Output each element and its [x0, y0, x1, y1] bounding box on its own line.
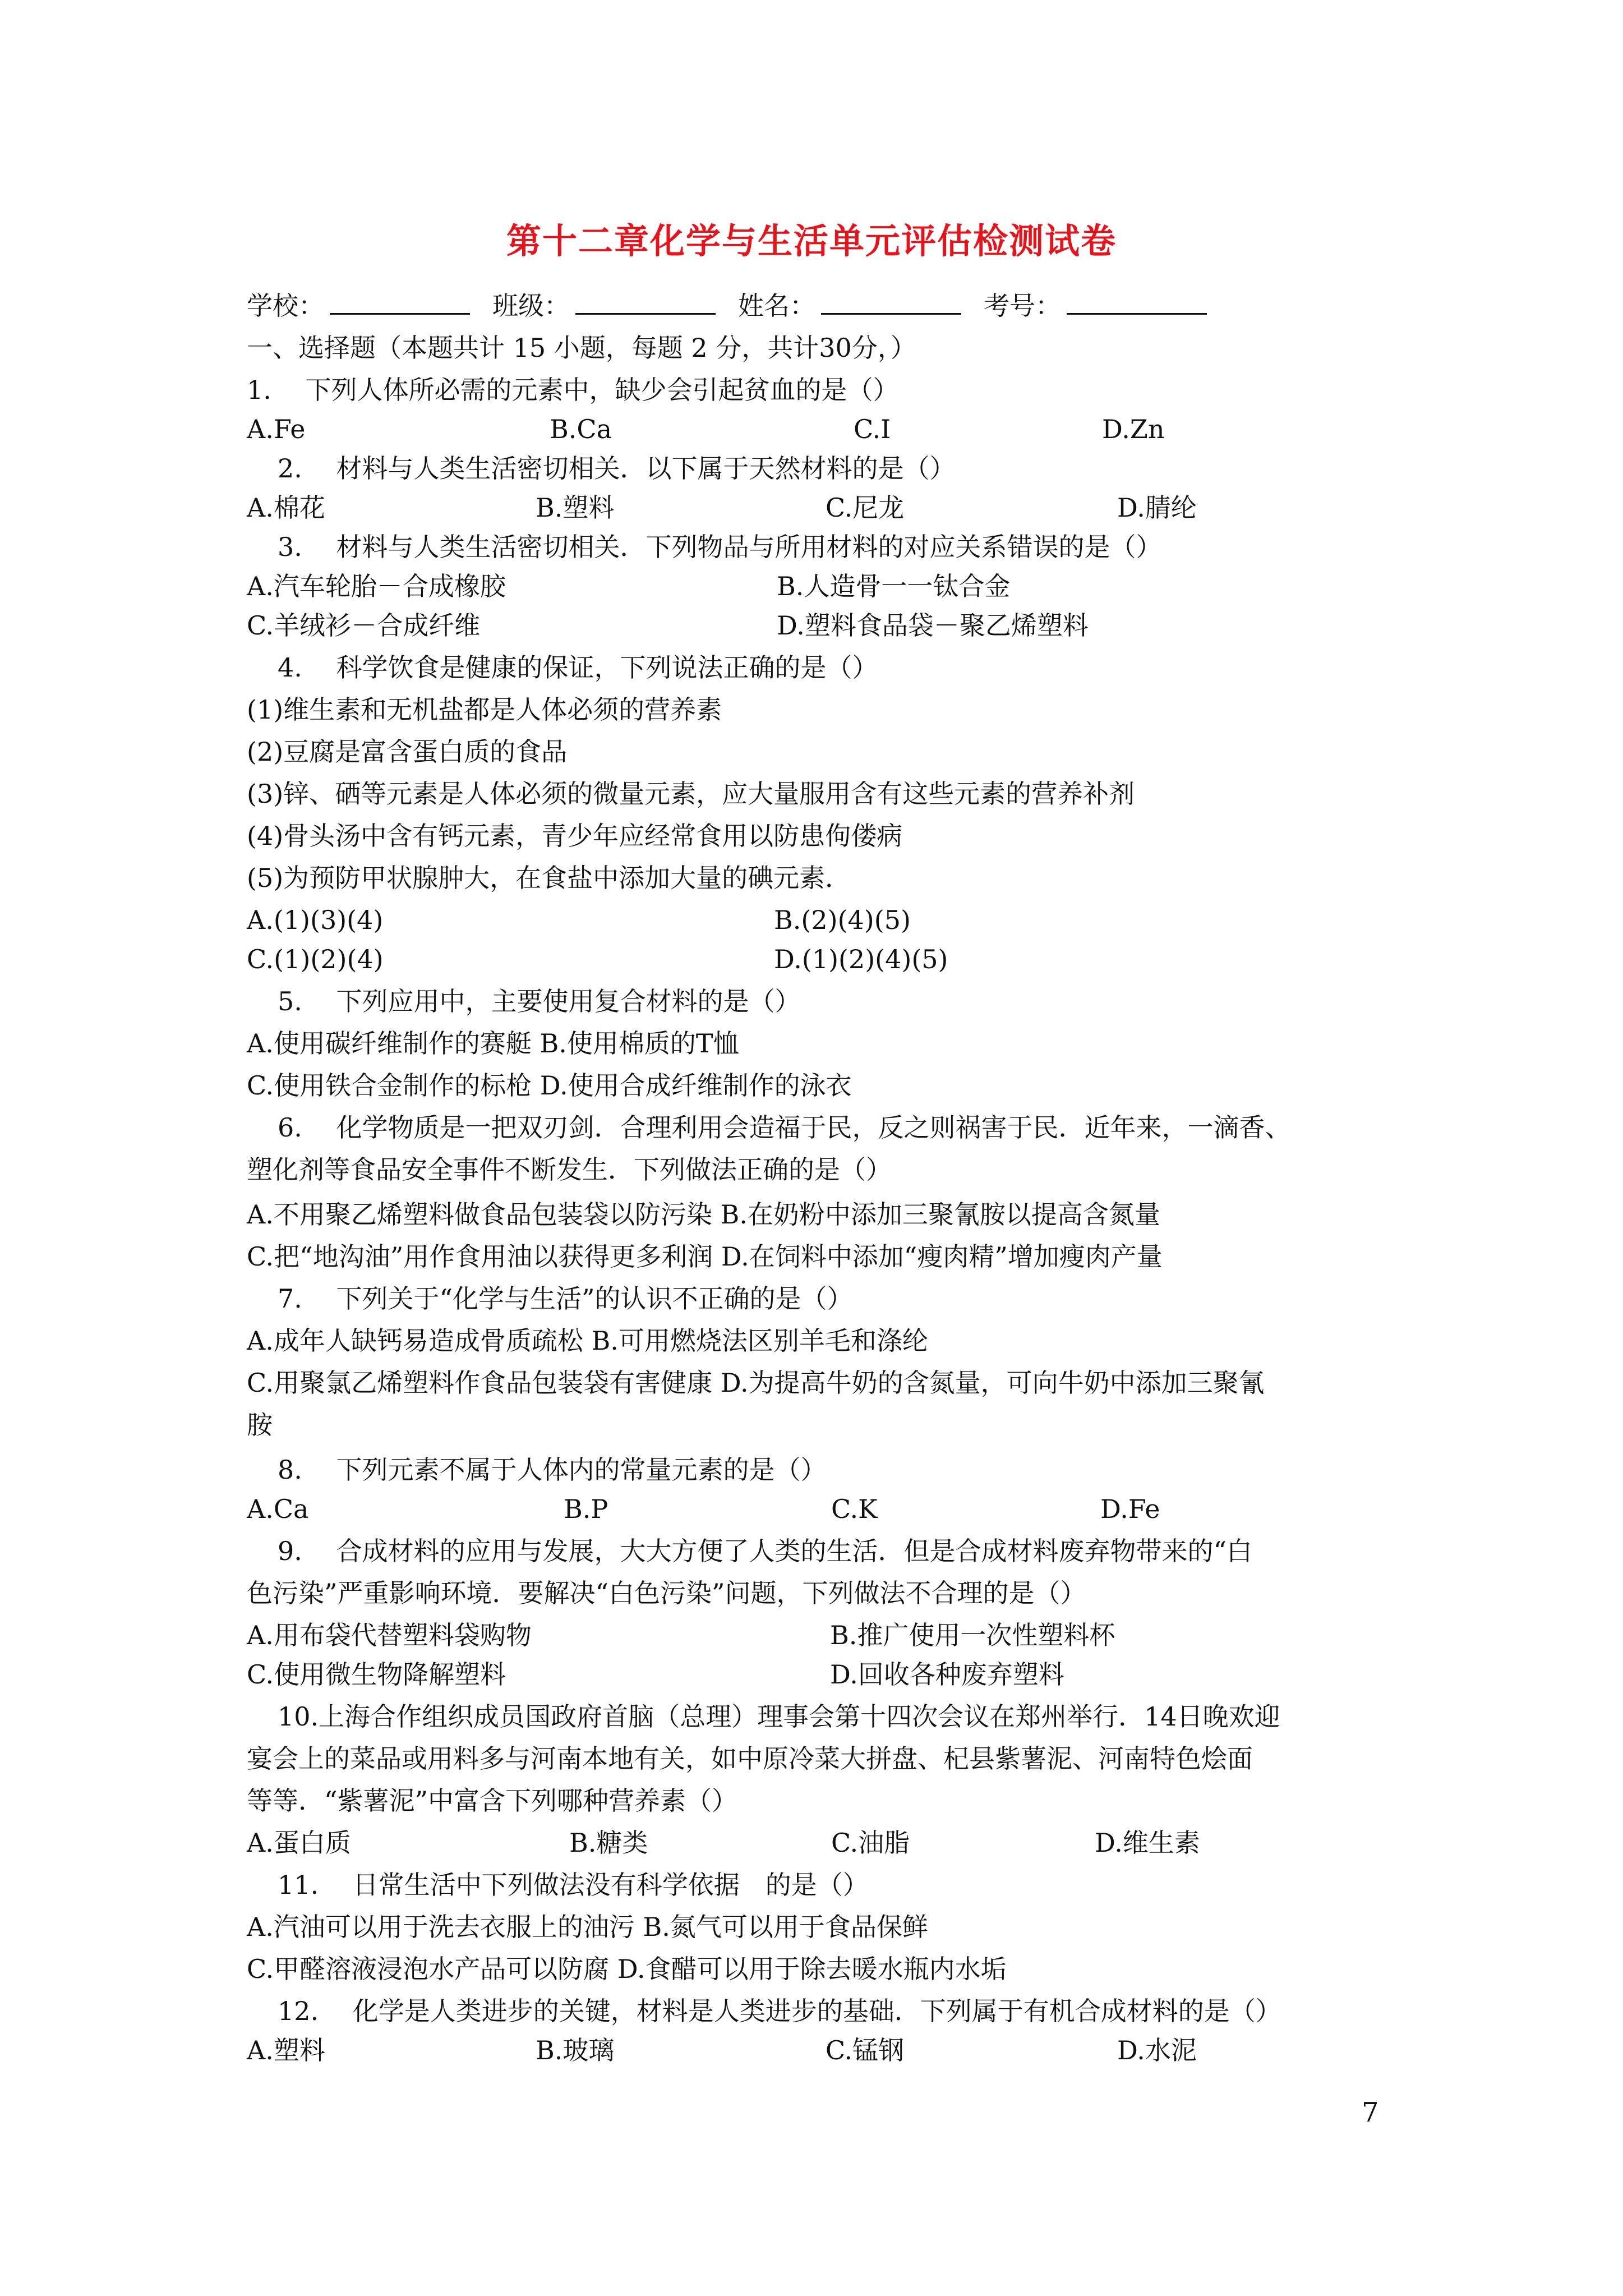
option-c: C.使用微生物降解塑料 [247, 1659, 506, 1690]
name-blank[interactable] [821, 291, 961, 315]
question-5-stem: 5. 下列应用中，主要使用复合材料的是（） [278, 986, 801, 1016]
option-a: A.Fe [247, 414, 306, 444]
option-d: D.塑料食品袋－聚乙烯塑料 [777, 610, 1089, 641]
question-3-stem: 3. 材料与人类生活密切相关．下列物品与所用材料的对应关系错误的是（） [278, 532, 1162, 562]
option-a: A.Ca [247, 1494, 309, 1524]
question-10-stem-line-1: 10.上海合作组织成员国政府首脑（总理）理事会第十四次会议在郑州举行．14日晚欢迎 [278, 1701, 1280, 1732]
question-6-options-cd: C.把“地沟油”用作食用油以获得更多利润 D.在饲料中添加“瘦肉精”增加瘦肉产量 [247, 1241, 1163, 1272]
question-5-options-cd: C.使用铁合金制作的标枪 D.使用合成纤维制作的泳衣 [247, 1070, 852, 1101]
question-1-stem: 1. 下列人体所必需的元素中，缺少会引起贫血的是（） [247, 375, 899, 405]
school-blank[interactable] [330, 291, 470, 315]
question-12-stem: 12. 化学是人类进步的关键，材料是人类进步的基础．下列属于有机合成材料的是（） [278, 1996, 1281, 2026]
option-c: C.尼龙 [826, 493, 905, 523]
question-4-item-4: (4)骨头汤中含有钙元素，青少年应经常食用以防患佝偻病 [247, 821, 903, 851]
question-5-options-ab: A.使用碳纤维制作的赛艇 B.使用棉质的T恤 [247, 1028, 739, 1059]
class-label: 班级： [492, 291, 570, 321]
option-a: A.蛋白质 [247, 1828, 351, 1858]
option-c: C.(1)(2)(4) [247, 944, 384, 974]
option-c: C.K [831, 1494, 878, 1524]
question-4-item-3: (3)锌、硒等元素是人体必须的微量元素，应大量服用含有这些元素的营养补剂 [247, 779, 1135, 809]
question-11-options-cd: C.甲醛溶液浸泡水产品可以防腐 D.食醋可以用于除去暖水瓶内水垢 [247, 1954, 1007, 1984]
question-7-options-cd-line-2: 胺 [247, 1410, 273, 1440]
question-4-item-5: (5)为预防甲状腺肿大，在食盐中添加大量的碘元素． [247, 863, 851, 893]
option-c: C.羊绒衫－合成纤维 [247, 610, 481, 641]
option-d: D.Fe [1100, 1494, 1160, 1524]
question-6-stem-line-1: 6. 化学物质是一把双刃剑．合理利用会造福于民，反之则祸害于民．近年来，一滴香、 [278, 1112, 1291, 1143]
question-4-item-2: (2)豆腐是富含蛋白质的食品 [247, 737, 568, 767]
question-6-stem-line-2: 塑化剂等食品安全事件不断发生．下列做法正确的是（） [247, 1154, 892, 1185]
question-11-options-ab: A.汽油可以用于洗去衣服上的油污 B.氮气可以用于食品保鲜 [247, 1912, 928, 1942]
option-d: D.Zn [1102, 414, 1165, 444]
class-blank[interactable] [575, 291, 716, 315]
option-b: B.(2)(4)(5) [774, 905, 911, 935]
option-d: D.(1)(2)(4)(5) [774, 944, 948, 974]
section-heading: 一、选择题（本题共计 15 小题，每题 2 分，共计30分，） [247, 333, 916, 363]
option-b: B.玻璃 [536, 2035, 615, 2065]
option-a: A.用布袋代替塑料袋购物 [247, 1620, 532, 1650]
number-blank[interactable] [1067, 291, 1207, 315]
question-6-options-ab: A.不用聚乙烯塑料做食品包装袋以防污染 B.在奶粉中添加三聚氰胺以提高含氮量 [247, 1199, 1160, 1230]
option-d: D.腈纶 [1117, 493, 1197, 523]
question-7-options-ab: A.成年人缺钙易造成骨质疏松 B.可用燃烧法区别羊毛和涤纶 [247, 1326, 928, 1356]
option-b: B.Ca [550, 414, 612, 444]
option-b: B.人造骨一一钛合金 [777, 571, 1011, 601]
option-a: A.棉花 [247, 493, 325, 523]
number-label: 考号： [984, 291, 1061, 321]
option-d: D.水泥 [1117, 2035, 1197, 2065]
question-7-stem: 7. 下列关于“化学与生活”的认识不正确的是（） [278, 1283, 853, 1314]
question-7-options-cd-line-1: C.用聚氯乙烯塑料作食品包装袋有害健康 D.为提高牛奶的含氮量，可向牛奶中添加三聚氰 [247, 1368, 1265, 1398]
option-a: A.汽车轮胎－合成橡胶 [247, 571, 506, 601]
question-9-stem-line-1: 9. 合成材料的应用与发展，大大方便了人类的生活．但是合成材料废弃物带来的“白 [278, 1536, 1253, 1566]
option-b: B.糖类 [569, 1828, 648, 1858]
option-d: D.维生素 [1095, 1828, 1200, 1858]
option-d: D.回收各种废弃塑料 [830, 1659, 1064, 1690]
question-8-stem: 8. 下列元素不属于人体内的常量元素的是（） [278, 1455, 827, 1485]
option-a: A.(1)(3)(4) [247, 905, 384, 935]
question-11-stem: 11. 日常生活中下列做法没有科学依据 的是（） [278, 1870, 869, 1900]
option-c: C.I [854, 414, 891, 444]
question-9-stem-line-2: 色污染”严重影响环境．要解决“白色污染”问题，下列做法不合理的是（） [247, 1578, 1086, 1608]
question-10-stem-line-2: 宴会上的菜品或用料多与河南本地有关，如中原冷菜大拼盘、杞县紫薯泥、河南特色烩面 [247, 1743, 1253, 1774]
question-10-stem-line-3: 等等．“紫薯泥”中富含下列哪种营养素（） [247, 1786, 738, 1816]
name-label: 姓名： [738, 291, 815, 321]
option-a: A.塑料 [247, 2035, 325, 2065]
school-label: 学校： [247, 291, 324, 321]
page-number: 7 [1362, 2097, 1379, 2128]
option-c: C.锰钢 [826, 2035, 905, 2065]
question-4-item-1: (1)维生素和无机盐都是人体必须的营养素 [247, 694, 722, 725]
option-c: C.油脂 [831, 1828, 910, 1858]
option-b: B.P [564, 1494, 608, 1524]
student-info-row [247, 289, 1229, 323]
option-b: B.塑料 [536, 493, 615, 523]
question-2-stem: 2. 材料与人类生活密切相关．以下属于天然材料的是（） [278, 453, 956, 484]
exam-title: 第十二章化学与生活单元评估检测试卷 [506, 220, 1117, 261]
question-4-stem: 4. 科学饮食是健康的保证，下列说法正确的是（） [278, 652, 878, 683]
option-b: B.推广使用一次性塑料杯 [830, 1620, 1115, 1650]
